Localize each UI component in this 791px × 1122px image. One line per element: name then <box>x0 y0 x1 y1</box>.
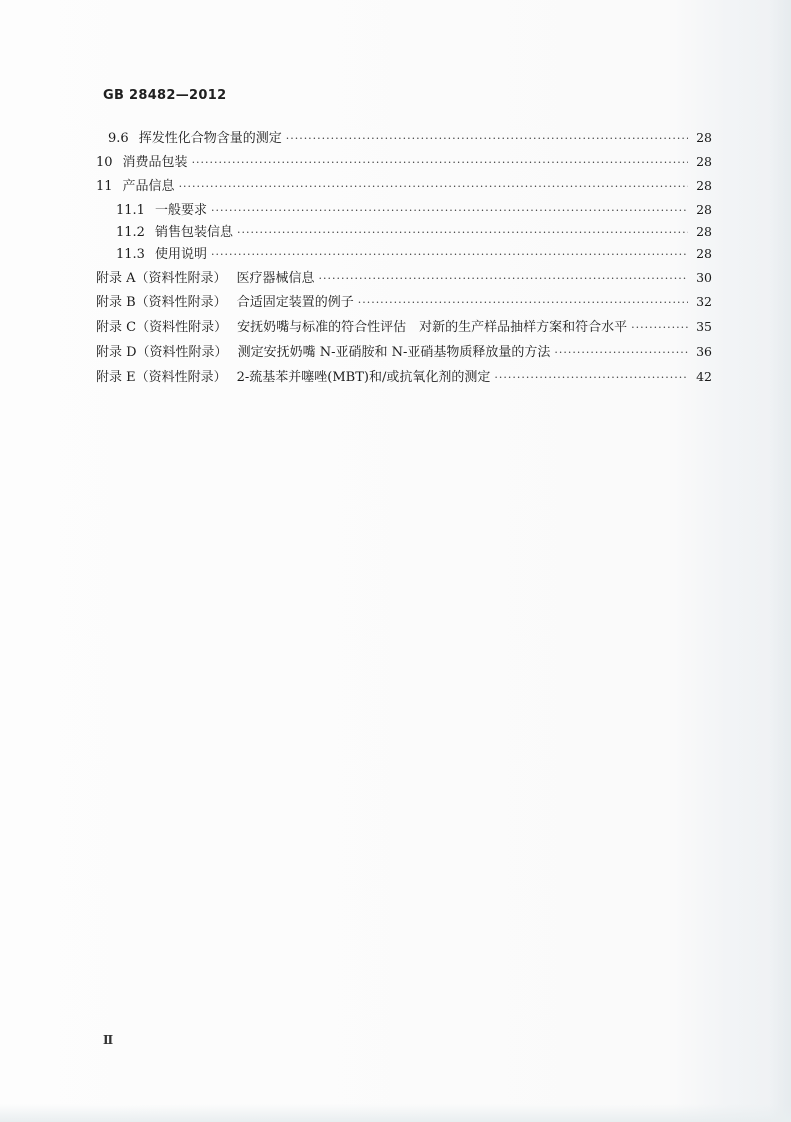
toc-leader-dots <box>631 318 688 338</box>
scan-bottom-shadow <box>0 1104 791 1122</box>
toc-entry-number: 附录 E（资料性附录） <box>96 370 227 385</box>
scan-edge-shadow <box>769 0 791 1122</box>
toc-entry-page: 28 <box>696 246 712 261</box>
toc-entry-title: 使用说明 <box>154 247 207 262</box>
toc-leader-dots <box>179 177 688 197</box>
toc-entry-page: 42 <box>696 369 712 384</box>
toc-entry-title: 医疗器械信息 <box>236 271 315 286</box>
toc-appendix-entry <box>96 317 712 337</box>
toc-entry-page: 28 <box>696 224 712 239</box>
toc-entry <box>96 222 712 242</box>
toc-entry-page: 28 <box>696 202 712 217</box>
toc-entry <box>96 152 712 172</box>
toc-leader-dots <box>192 153 688 173</box>
toc-entry-title: 2-巯基苯并噻唑(MBT)和/或抗氧化剂的测定 <box>236 370 491 385</box>
toc-entry-number: 11 <box>96 179 113 194</box>
toc-leader-dots <box>237 223 688 243</box>
toc-leader-dots <box>554 343 688 363</box>
toc-entry-title: 一般要求 <box>154 203 207 218</box>
toc-appendix-entry <box>96 292 712 312</box>
toc-entry-number: 附录 D（资料性附录） <box>96 345 228 360</box>
toc-entry-page: 28 <box>696 154 712 169</box>
toc-entry-page: 36 <box>696 344 712 359</box>
toc-entry-title: 产品信息 <box>122 179 175 194</box>
toc-entry-number: 11.3 <box>116 247 145 262</box>
toc-entry-number: 附录 C（资料性附录） <box>96 320 228 335</box>
toc-entry-number: 11.1 <box>116 203 145 218</box>
toc-entry-title: 销售包装信息 <box>154 225 233 240</box>
toc-entry-title: 测定安抚奶嘴 N-亚硝胺和 N-亚硝基物质释放量的方法 <box>237 345 551 360</box>
toc-entry <box>96 244 712 264</box>
toc-entry-title: 消费品包装 <box>122 155 188 170</box>
toc-leader-dots <box>358 293 688 313</box>
toc-leader-dots <box>494 368 688 388</box>
toc-entry-title: 合适固定装置的例子 <box>236 295 354 310</box>
toc-entry-page: 30 <box>696 270 712 285</box>
toc-entry <box>96 200 712 220</box>
toc-appendix-entry <box>96 342 712 362</box>
toc-entry-number: 附录 A（资料性附录） <box>96 271 227 286</box>
toc-leader-dots <box>286 129 688 149</box>
toc-entry-title: 安抚奶嘴与标准的符合性评估 对新的生产样品抽样方案和符合水平 <box>237 320 628 335</box>
toc-leader-dots <box>211 201 688 221</box>
toc-entry-number: 9.6 <box>108 131 129 146</box>
toc-appendix-entry <box>96 268 712 288</box>
page-number-footer: Ⅱ <box>103 1033 114 1047</box>
toc-entry-number: 10 <box>96 155 113 170</box>
toc-entry-page: 28 <box>696 178 712 193</box>
toc-entry-page: 32 <box>696 294 712 309</box>
toc-entry-title: 挥发性化合物含量的测定 <box>138 131 282 146</box>
toc-leader-dots <box>319 269 688 289</box>
toc-entry <box>96 128 712 148</box>
toc-entry-number: 11.2 <box>116 225 145 240</box>
toc-entry-number: 附录 B（资料性附录） <box>96 295 227 310</box>
toc-leader-dots <box>211 245 688 265</box>
toc-entry-page: 35 <box>696 319 712 334</box>
toc-entry <box>96 176 712 196</box>
standard-code-header: GB 28482—2012 <box>103 88 227 103</box>
toc-appendix-entry <box>96 367 712 387</box>
toc-entry-page: 28 <box>696 130 712 145</box>
